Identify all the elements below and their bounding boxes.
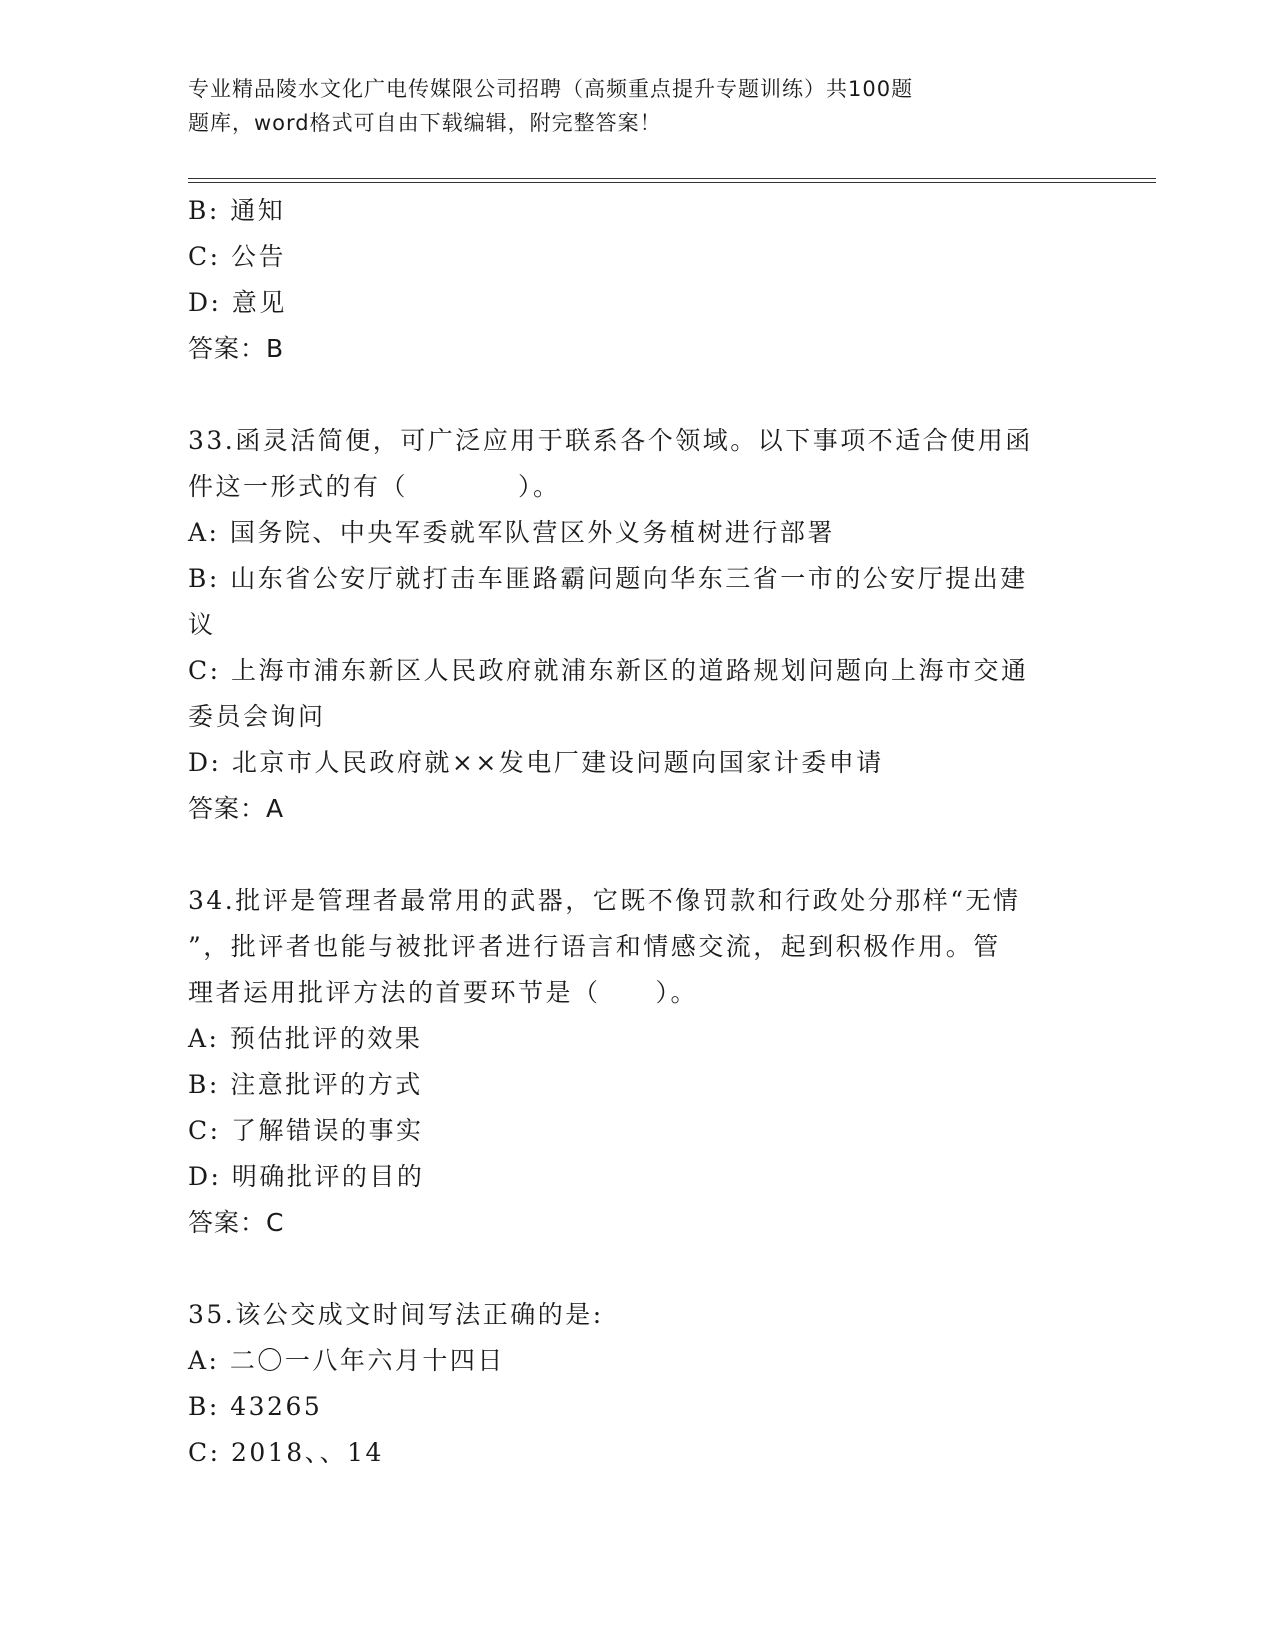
- header-divider: [188, 178, 1156, 183]
- q33-option-a: A: 国务院、中央军委就军队营区外义务植树进行部署: [188, 518, 835, 547]
- spacer: [188, 372, 1088, 418]
- spacer: [188, 832, 1088, 878]
- q32-option-d: D: 意见: [188, 288, 287, 317]
- question-33: [188, 418, 1088, 832]
- q34-stem-line-3: 理者运用批评方法的首要环节是（ ）。: [188, 978, 699, 1007]
- q34-option-a: A: 预估批评的效果: [188, 1024, 423, 1053]
- q33-option-b-line-1: B: 山东省公安厅就打击车匪路霸问题向华东三省一市的公安厅提出建: [188, 564, 1028, 593]
- question-35: [188, 1292, 1088, 1476]
- q34-stem-line-1: 34.批评是管理者最常用的武器，它既不像罚款和行政处分那样“无情: [188, 886, 1021, 915]
- q34-stem-line-2: ”，批评者也能与被批评者进行语言和情感交流，起到积极作用。管: [188, 932, 1001, 961]
- question-32-tail: [188, 188, 1088, 372]
- q33-option-c-line-1: C: 上海市浦东新区人民政府就浦东新区的道路规划问题向上海市交通: [188, 656, 1029, 685]
- question-34: [188, 878, 1088, 1246]
- question-content: [188, 188, 1088, 1476]
- q35-option-c: C: 2018、、14: [188, 1438, 384, 1467]
- q33-answer: 答案：A: [188, 794, 285, 823]
- q32-option-b: B: 通知: [188, 196, 286, 225]
- spacer: [188, 1246, 1088, 1292]
- page-header: [188, 72, 1068, 140]
- q35-option-b: B: 43265: [188, 1392, 323, 1421]
- q35-option-a: A: 二〇一八年六月十四日: [188, 1346, 505, 1375]
- q34-answer: 答案：C: [188, 1208, 285, 1237]
- q33-stem-line-1: 33.函灵活简便，可广泛应用于联系各个领域。以下事项不适合使用函: [188, 426, 1033, 455]
- q35-stem-line-1: 35.该公交成文时间写法正确的是:: [188, 1300, 604, 1329]
- header-title-line-2: 题库，word格式可自由下载编辑，附完整答案！: [188, 111, 662, 135]
- q34-option-b: B: 注意批评的方式: [188, 1070, 423, 1099]
- q34-option-c: C: 了解错误的事实: [188, 1116, 424, 1145]
- q33-option-d: D: 北京市人民政府就××发电厂建设问题向国家计委申请: [188, 748, 884, 777]
- q32-answer: 答案：B: [188, 334, 285, 363]
- q32-option-c: C: 公告: [188, 242, 286, 271]
- header-title-line-1: 专业精品陵水文化广电传媒限公司招聘（高频重点提升专题训练）共100题: [188, 77, 914, 101]
- q33-option-b-line-2: 议: [188, 610, 216, 639]
- q33-stem-line-2: 件这一形式的有（ ）。: [188, 472, 561, 501]
- q34-option-d: D: 明确批评的目的: [188, 1162, 425, 1191]
- q33-option-c-line-2: 委员会询问: [188, 702, 326, 731]
